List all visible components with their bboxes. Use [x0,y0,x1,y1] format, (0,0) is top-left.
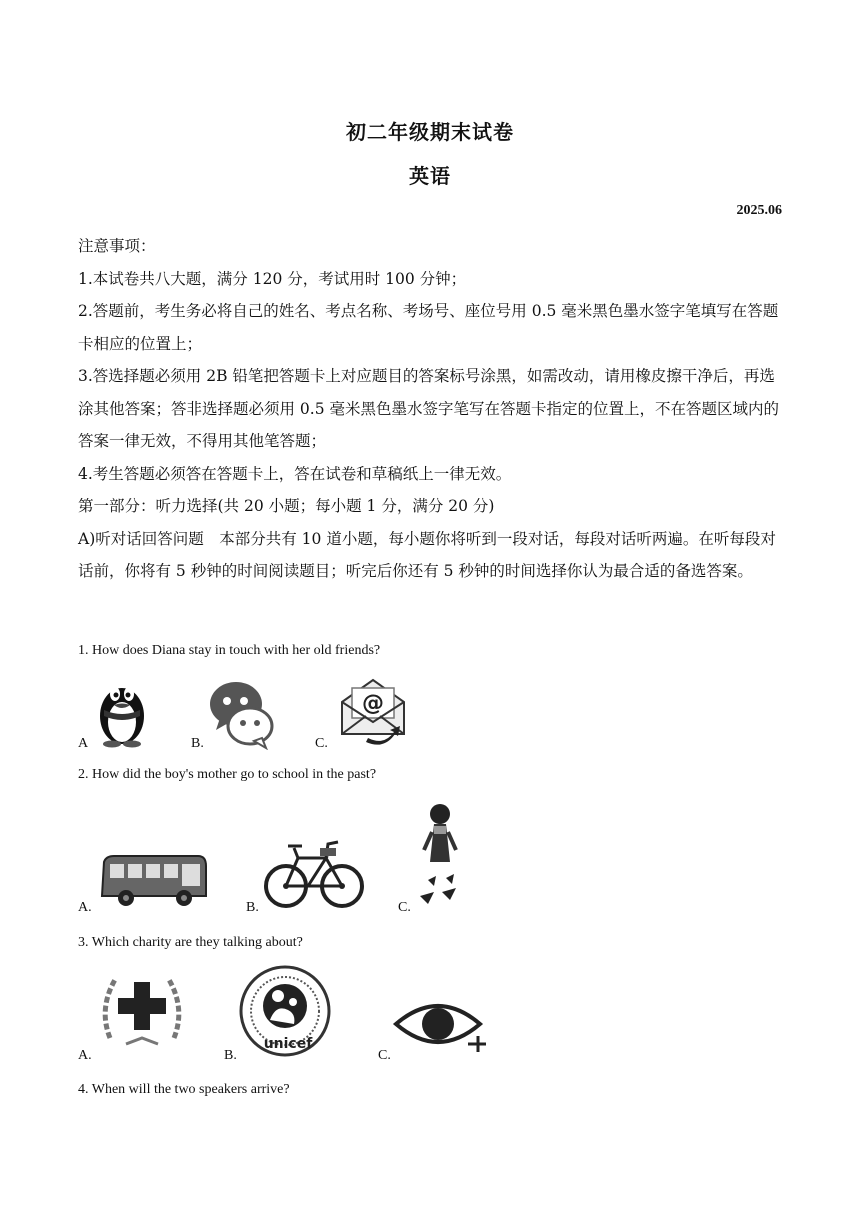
unicef-icon [238,964,332,1062]
chat-bubbles-icon [206,676,276,754]
email-icon [334,672,412,752]
notes-section [78,230,784,588]
option-label: C. [315,736,328,751]
unicef-logo-text: unicef [263,1036,313,1052]
question-4: 4. When will the two speakers arrive? [78,1082,290,1097]
note-item: 3.答选择题必须用 2B 铅笔把答题卡上对应题目的答案标号涂黑，如需改动，请用橡皮擦干净后，再选涂其他答案；答非选择题必须用 0.5 毫米黑色墨水签字笔写在答题卡指定的位置上，不在答题区域内的答案一律无效，不得用其他笔答题； [78,367,780,450]
question-3: 3. Which charity are they talking about? [78,935,303,950]
option-label: C. [378,1048,391,1063]
svg-text:@: @ [362,691,384,716]
question-2: 2. How did the boy's mother go to school in the past? [78,767,377,782]
exam-date: 2025.06 [736,203,782,218]
question-1: 1. How does Diana stay in touch with her old friends? [78,643,381,658]
exam-subject: 英语 [409,164,451,188]
walking-icon [414,800,466,916]
option-label: B. [246,900,259,915]
part-heading: 第一部分：听力选择(共 20 小题；每小题 1 分，满分 20 分) [78,497,495,515]
option-label: B. [224,1048,237,1063]
note-item: 4.考生答题必须答在答题卡上，答在试卷和草稿纸上一律无效。 [78,464,512,483]
option-label: C. [398,900,411,915]
eye-icon [392,994,488,1062]
option-label: A. [78,900,92,915]
exam-title: 初二年级期末试卷 [346,120,514,144]
red-cross-icon [96,966,188,1054]
bicycle-icon [262,834,366,916]
bus-icon [98,852,210,916]
section-a-instructions: A)听对话回答问题 本部分共有 10 道小题，每小题你将听到一段对话，每段对话听两遍。在听每段对话前，你将有 5 秒钟的时间阅读题目；听完后你还有 5 秒钟的时间选择你认为最合适的备选答案。 [78,529,776,580]
note-item: 2.答题前，考生务必将自己的姓名、考点名称、考场号、座位号用 0.5 毫米黑色墨水签字笔填写在答题卡相应的位置上； [78,302,779,353]
option-label: B. [191,736,204,751]
option-label: A. [78,1048,92,1063]
option-label: A [78,736,89,751]
note-item: 1.本试卷共八大题，满分 120 分，考试用时 100 分钟； [78,269,467,288]
notes-heading: 注意事项： [78,237,156,255]
penguin-icon [90,672,154,752]
